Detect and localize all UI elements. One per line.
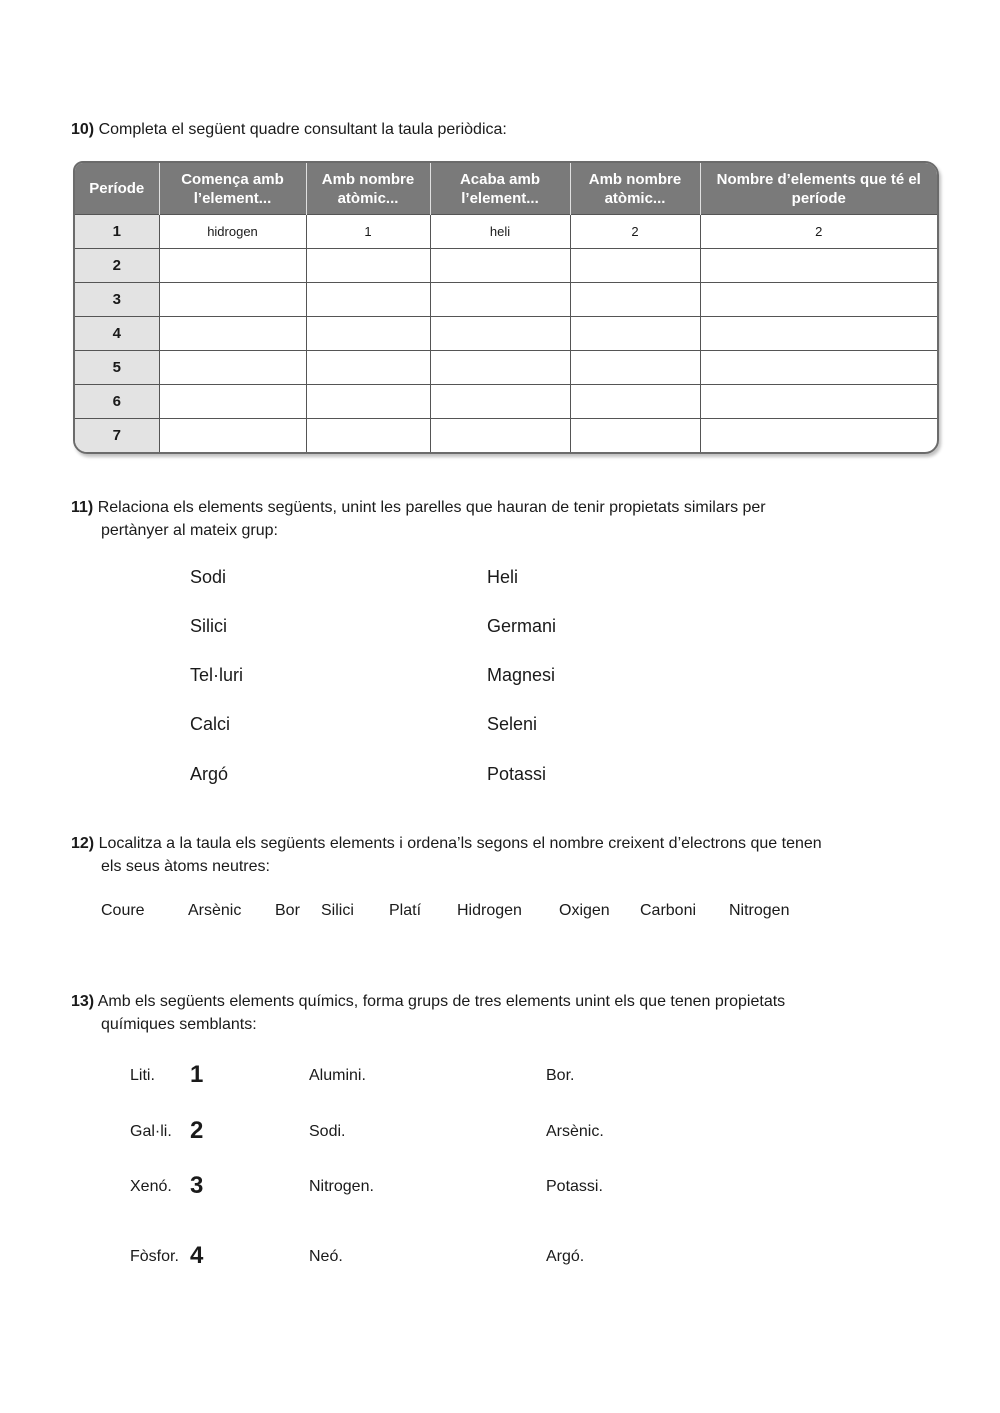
q11-right-item[interactable]: Heli — [487, 567, 519, 587]
table-row — [75, 283, 937, 317]
table-row — [75, 351, 937, 385]
answer-cell[interactable] — [570, 351, 700, 385]
answer-cell[interactable] — [700, 317, 937, 351]
answer-cell[interactable] — [306, 385, 430, 419]
period-cell: 1 — [75, 215, 159, 249]
q11-right-item[interactable]: Germani — [487, 616, 557, 636]
q12-element[interactable]: Hidrogen — [457, 902, 522, 919]
q11-left-item[interactable]: Silici — [190, 616, 228, 636]
table-header-row — [75, 163, 937, 215]
q13-element[interactable]: Neó. — [309, 1248, 343, 1265]
answer-cell[interactable] — [700, 385, 937, 419]
answer-cell[interactable]: 1 — [306, 215, 430, 249]
q13-element[interactable]: Alumini. — [309, 1067, 366, 1084]
question-13-number: 13) — [71, 993, 95, 1010]
q12-element[interactable]: Silici — [321, 902, 354, 919]
question-11-text-line1: Relaciona els elements següents, unint les parelles que hauran de tenir propietats similars per — [97, 499, 766, 516]
q11-right-item[interactable]: Magnesi — [487, 665, 556, 685]
q11-left-item[interactable]: Sodi — [190, 567, 227, 587]
q13-element[interactable]: Xenó. — [130, 1178, 172, 1195]
period-cell: 4 — [75, 317, 159, 351]
period-cell: 3 — [75, 283, 159, 317]
q13-group-number: 1 — [190, 1061, 204, 1088]
period-cell: 7 — [75, 419, 159, 453]
q11-right-item[interactable]: Potassi — [487, 764, 547, 784]
table-row — [75, 249, 937, 283]
question-12 — [71, 833, 822, 855]
answer-cell[interactable] — [306, 419, 430, 453]
header-period: Període — [75, 163, 159, 215]
table-row — [75, 385, 937, 419]
answer-cell[interactable] — [430, 317, 570, 351]
header-starts-with: Comença amb l’element... — [159, 163, 306, 215]
answer-cell[interactable] — [306, 249, 430, 283]
question-13-text-line2: químiques semblants: — [101, 1016, 257, 1033]
question-12-text-line2: els seus àtoms neutres: — [101, 858, 270, 875]
answer-cell[interactable] — [700, 283, 937, 317]
q13-group-number: 2 — [190, 1117, 204, 1144]
answer-cell[interactable] — [159, 419, 306, 453]
answer-cell[interactable] — [159, 317, 306, 351]
answer-cell[interactable]: hidrogen — [159, 215, 306, 249]
q13-element[interactable]: Argó. — [546, 1248, 585, 1265]
question-13 — [71, 991, 857, 1013]
question-12-number: 12) — [71, 835, 95, 852]
table-row — [75, 419, 937, 453]
periods-table — [75, 163, 937, 452]
q12-element[interactable]: Coure — [101, 902, 145, 919]
q11-right-item[interactable]: Seleni — [487, 714, 538, 734]
answer-cell[interactable] — [570, 317, 700, 351]
answer-cell[interactable] — [570, 419, 700, 453]
answer-cell[interactable] — [159, 385, 306, 419]
answer-cell[interactable] — [700, 249, 937, 283]
answer-cell[interactable] — [159, 249, 306, 283]
table-row — [75, 317, 937, 351]
answer-cell[interactable] — [306, 317, 430, 351]
answer-cell[interactable]: 2 — [570, 215, 700, 249]
answer-cell[interactable] — [700, 419, 937, 453]
question-11 — [71, 497, 857, 519]
q13-element[interactable]: Sodi. — [309, 1123, 346, 1140]
q13-element[interactable]: Nitrogen. — [309, 1178, 374, 1195]
q12-element[interactable]: Bor — [275, 902, 300, 919]
periodic-table-grid — [73, 161, 939, 454]
q13-group-number: 4 — [190, 1242, 204, 1269]
q12-element[interactable]: Oxigen — [559, 902, 610, 919]
header-element-count: Nombre d’elements que té el període — [700, 163, 937, 215]
q12-element[interactable]: Arsènic — [188, 902, 242, 919]
question-10-number: 10) — [71, 121, 95, 138]
answer-cell[interactable] — [430, 249, 570, 283]
answer-cell[interactable] — [306, 351, 430, 385]
answer-cell[interactable] — [306, 283, 430, 317]
question-11-number: 11) — [71, 499, 94, 516]
answer-cell[interactable] — [570, 249, 700, 283]
q12-element[interactable]: Nitrogen — [729, 902, 790, 919]
period-cell: 6 — [75, 385, 159, 419]
answer-cell[interactable] — [430, 283, 570, 317]
q12-element[interactable]: Platí — [389, 902, 422, 919]
question-13-text-line1: Amb els següents elements químics, forma grups de tres elements unint els que tenen propietats — [97, 993, 786, 1010]
period-cell: 2 — [75, 249, 159, 283]
question-10 — [71, 119, 507, 141]
question-12-text-line1: Localitza a la taula els següents elements i ordena’ls segons el nombre creixent d’electrons que tenen — [98, 835, 822, 852]
answer-cell[interactable] — [570, 283, 700, 317]
q13-group-number: 3 — [190, 1172, 204, 1199]
q11-left-item[interactable]: Argó — [190, 764, 229, 784]
q13-element[interactable]: Arsènic. — [546, 1123, 604, 1140]
header-start-atomic-number: Amb nombre atòmic... — [306, 163, 430, 215]
q11-left-item[interactable]: Calci — [190, 714, 231, 734]
q13-element[interactable]: Gal·li. — [130, 1123, 172, 1140]
q13-element[interactable]: Bor. — [546, 1067, 575, 1084]
answer-cell[interactable] — [430, 351, 570, 385]
question-11-text-line2: pertànyer al mateix grup: — [101, 522, 278, 539]
table-row — [75, 215, 937, 249]
answer-cell[interactable]: 2 — [700, 215, 937, 249]
question-10-text: Completa el següent quadre consultant la taula periòdica: — [98, 121, 507, 138]
answer-cell[interactable] — [570, 385, 700, 419]
header-end-atomic-number: Amb nombre atòmic... — [570, 163, 700, 215]
q13-element[interactable]: Fòsfor. — [130, 1248, 179, 1265]
answer-cell[interactable]: heli — [430, 215, 570, 249]
period-cell: 5 — [75, 351, 159, 385]
answer-cell[interactable] — [159, 283, 306, 317]
q13-element[interactable]: Liti. — [130, 1067, 155, 1084]
q12-element[interactable]: Carboni — [640, 902, 697, 919]
q11-left-item[interactable]: Tel·luri — [190, 665, 244, 685]
answer-cell[interactable] — [430, 419, 570, 453]
q13-element[interactable]: Potassi. — [546, 1178, 603, 1195]
answer-cell[interactable] — [700, 351, 937, 385]
header-ends-with: Acaba amb l’element... — [430, 163, 570, 215]
answer-cell[interactable] — [159, 351, 306, 385]
answer-cell[interactable] — [430, 385, 570, 419]
